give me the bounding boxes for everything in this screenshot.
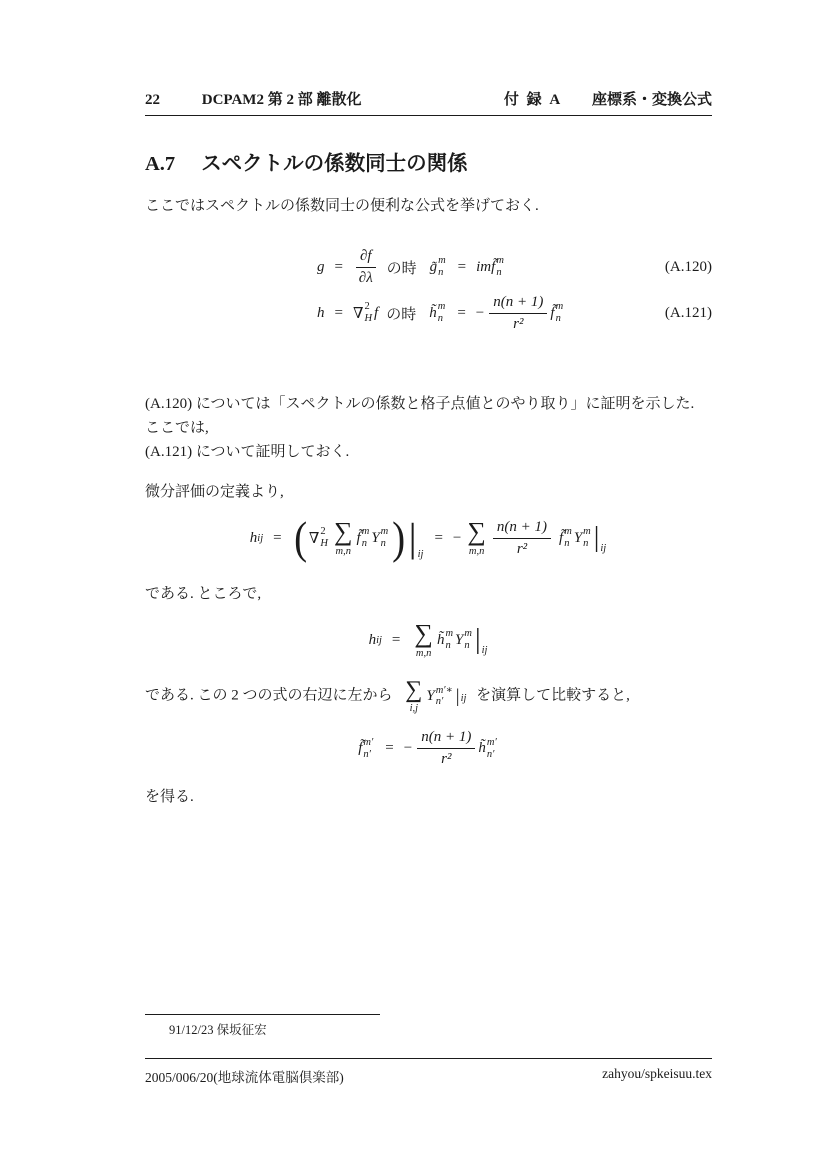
math-symbol: Y bbox=[426, 688, 435, 705]
condition-text: の時 bbox=[386, 306, 417, 323]
equals-sign: = bbox=[391, 631, 401, 648]
subscript: ij bbox=[376, 634, 382, 646]
subscript: n bbox=[361, 538, 367, 549]
math-term bbox=[357, 526, 391, 550]
fraction-denominator: r² bbox=[513, 315, 524, 332]
dearu-tokorode-paragraph: である. ところで, bbox=[145, 586, 262, 602]
scripts bbox=[320, 526, 328, 550]
subscript: n′ bbox=[363, 748, 371, 760]
page-number: 22 bbox=[145, 92, 160, 108]
sigma-symbol: ∑ bbox=[334, 516, 353, 546]
fraction-denominator: ∂λ bbox=[358, 269, 373, 286]
paragraph-text: を演算して比較すると, bbox=[476, 687, 630, 704]
superscript: m bbox=[555, 301, 564, 313]
scripts bbox=[438, 301, 446, 325]
math-symbol: Y bbox=[455, 631, 464, 648]
evaluation-bar bbox=[594, 524, 606, 552]
equation-tag: (A.120) bbox=[664, 258, 712, 275]
subscript: ij bbox=[460, 692, 467, 704]
footer-left-text: 2005/006/20(地球流体電脳倶楽部) bbox=[145, 1070, 344, 1085]
evaluation-bar bbox=[456, 687, 467, 706]
footnote-rule bbox=[145, 1014, 380, 1015]
math-symbol: h̃ bbox=[436, 631, 445, 648]
subscript: ij bbox=[417, 549, 424, 560]
summation-limits: m,n bbox=[335, 545, 351, 557]
minus-sign: − bbox=[452, 529, 462, 546]
superscript: m bbox=[438, 255, 446, 267]
summation bbox=[467, 516, 486, 558]
subscript: n bbox=[564, 538, 570, 549]
equation-tag: (A.121) bbox=[664, 304, 712, 321]
math-term bbox=[426, 684, 454, 708]
derivative-definition-paragraph: 微分評価の定義より, bbox=[145, 484, 284, 500]
evaluation-bar bbox=[475, 626, 487, 654]
laplacian-term bbox=[309, 526, 330, 550]
equals-sign: = bbox=[273, 529, 282, 546]
bar-symbol: | bbox=[474, 624, 481, 655]
footer-row bbox=[145, 1066, 712, 1086]
equals-sign: = bbox=[334, 304, 343, 321]
footer-rule bbox=[145, 1058, 712, 1059]
minus-sign: − bbox=[403, 740, 413, 756]
fraction-numerator: n(n + 1) bbox=[489, 293, 547, 314]
scripts bbox=[564, 526, 572, 550]
subscript: ij bbox=[481, 645, 488, 656]
subscript: n bbox=[583, 538, 589, 549]
math-term bbox=[559, 526, 593, 550]
scripts bbox=[438, 255, 446, 279]
math-symbol: h bbox=[368, 631, 377, 648]
subscript: n′ bbox=[486, 748, 495, 760]
fraction-numerator: n(n + 1) bbox=[417, 728, 475, 749]
superscript: m bbox=[380, 526, 389, 538]
summation-limits: m,n bbox=[415, 647, 432, 659]
sigma-symbol: ∑ bbox=[405, 677, 423, 703]
math-term bbox=[369, 632, 382, 649]
equals-sign: = bbox=[385, 740, 394, 756]
fraction-denominator: r² bbox=[441, 751, 452, 767]
subscript: n bbox=[555, 313, 561, 324]
math-symbol: f bbox=[374, 304, 379, 321]
fraction bbox=[489, 293, 547, 334]
math-term bbox=[491, 255, 506, 279]
math-symbol: f̃ bbox=[358, 740, 363, 756]
left-paren: ( bbox=[293, 512, 307, 564]
running-header bbox=[145, 88, 712, 109]
appendix-label: 付 録 A bbox=[503, 92, 563, 108]
fraction bbox=[417, 728, 475, 769]
footnote bbox=[145, 1014, 712, 1038]
superscript: m bbox=[564, 526, 572, 538]
scripts bbox=[445, 628, 453, 652]
fraction-numerator: n(n + 1) bbox=[493, 518, 551, 539]
numbered-equations bbox=[145, 244, 712, 336]
summation bbox=[334, 516, 353, 558]
header-left bbox=[145, 88, 361, 109]
display-equation-result bbox=[145, 721, 712, 777]
superscript: m bbox=[437, 301, 446, 313]
math-term bbox=[478, 737, 498, 761]
scripts bbox=[362, 526, 370, 550]
subscript: H bbox=[320, 538, 328, 549]
condition-text: の時 bbox=[386, 260, 417, 277]
comparison-paragraph bbox=[145, 678, 712, 715]
math-symbol: f̃ bbox=[559, 529, 564, 546]
bar-symbol: | bbox=[455, 685, 460, 707]
scripts bbox=[364, 301, 372, 325]
scripts bbox=[436, 685, 453, 709]
display-equation-hij-definition bbox=[145, 510, 712, 566]
math-symbol: h bbox=[249, 529, 258, 546]
proof-reference-paragraph bbox=[145, 392, 712, 464]
subscript: n bbox=[438, 267, 444, 278]
math-symbol: g bbox=[317, 258, 325, 275]
subscript: n bbox=[380, 538, 386, 549]
superscript: m′ bbox=[486, 736, 497, 748]
scripts bbox=[381, 526, 389, 550]
scripts bbox=[464, 628, 472, 652]
header-right-title: 座標系・変換公式 bbox=[591, 92, 712, 108]
scripts bbox=[363, 737, 373, 761]
subscript: n′ bbox=[435, 696, 444, 708]
equals-sign: = bbox=[457, 304, 466, 321]
bar-symbol: | bbox=[408, 515, 417, 560]
display-equation-hij-spectral bbox=[145, 612, 712, 668]
conclusion-paragraph: を得る. bbox=[145, 788, 194, 805]
math-symbol: h bbox=[317, 304, 325, 321]
equation-A121 bbox=[145, 290, 712, 336]
scripts bbox=[487, 737, 497, 761]
math-symbol: Y bbox=[371, 529, 380, 546]
section-title bbox=[145, 146, 712, 176]
equals-sign: = bbox=[457, 258, 467, 275]
math-term bbox=[437, 628, 474, 652]
math-symbol: g̃ bbox=[429, 258, 438, 275]
subscript: n bbox=[464, 640, 470, 651]
superscript: m′∗ bbox=[435, 684, 453, 696]
header-right bbox=[504, 88, 712, 109]
math-symbol: f̃ bbox=[356, 529, 361, 546]
subscript: n bbox=[445, 640, 451, 651]
intro-paragraph: ここではスペクトルの係数同士の便利な公式を挙げておく. bbox=[145, 198, 539, 214]
summation bbox=[414, 618, 433, 660]
math-term bbox=[430, 255, 448, 279]
math-symbol: f̃ bbox=[550, 304, 555, 321]
math-term bbox=[250, 530, 263, 547]
summation-limits: m,n bbox=[468, 545, 485, 557]
bar-symbol: | bbox=[593, 522, 600, 553]
equals-sign: = bbox=[434, 529, 443, 546]
math-symbol: f̃ bbox=[491, 258, 496, 275]
laplacian-term bbox=[353, 301, 378, 325]
superscript: m bbox=[464, 628, 472, 640]
page-content bbox=[145, 0, 712, 809]
equals-sign: = bbox=[334, 258, 343, 275]
summation bbox=[405, 678, 422, 715]
header-left-title: DCPAM2 第 2 部 離散化 bbox=[201, 92, 362, 108]
subscript: ij bbox=[600, 543, 607, 554]
math-term bbox=[358, 737, 375, 761]
footnote-text: 91/12/23 保坂征宏 bbox=[169, 1023, 267, 1037]
right-paren: ) bbox=[392, 512, 406, 564]
superscript: 2 bbox=[320, 526, 326, 538]
sigma-symbol: ∑ bbox=[467, 516, 486, 546]
math-symbol: h̃ bbox=[478, 740, 486, 756]
scripts bbox=[583, 526, 591, 550]
math-symbol: h̃ bbox=[429, 304, 437, 321]
sigma-symbol: ∑ bbox=[414, 618, 433, 648]
minus-sign: − bbox=[475, 304, 485, 321]
superscript: m bbox=[445, 628, 454, 640]
fraction-numerator: ∂f bbox=[356, 247, 376, 268]
evaluation-bar bbox=[408, 515, 424, 560]
fraction bbox=[356, 247, 376, 288]
section-title-text: スペクトルの係数同士の関係 bbox=[201, 153, 468, 175]
fraction-denominator: r² bbox=[516, 540, 528, 557]
math-symbol: im bbox=[476, 258, 492, 275]
nabla-symbol: ∇ bbox=[308, 530, 320, 547]
paragraph-line: (A.120) については「スペクトルの係数と格子点値とのやり取り」に証明を示した. ここでは, bbox=[145, 396, 695, 436]
subscript: n bbox=[496, 267, 502, 278]
superscript: m bbox=[583, 526, 591, 538]
paragraph-text: である. この 2 つの式の右辺に左から bbox=[145, 687, 393, 704]
footer-right-filename: zahyou/spkeisuu.tex bbox=[602, 1066, 712, 1081]
subscript: n bbox=[437, 313, 443, 324]
subscript: H bbox=[364, 313, 373, 324]
nabla-symbol: ∇ bbox=[352, 305, 364, 322]
section-number: A.7 bbox=[145, 153, 176, 175]
math-term bbox=[550, 301, 565, 325]
header-rule bbox=[145, 115, 712, 116]
inline-math bbox=[401, 678, 467, 715]
fraction bbox=[493, 518, 551, 559]
subscript: ij bbox=[257, 532, 264, 544]
equation-A120 bbox=[145, 244, 712, 290]
page-footer bbox=[145, 1058, 712, 1086]
superscript: 2 bbox=[364, 301, 370, 313]
scripts bbox=[496, 255, 504, 279]
math-symbol: Y bbox=[573, 529, 583, 546]
scripts bbox=[556, 301, 564, 325]
math-term bbox=[429, 301, 447, 325]
superscript: m bbox=[496, 255, 504, 267]
superscript: m′ bbox=[363, 736, 374, 748]
superscript: m bbox=[361, 526, 370, 538]
paragraph-line: (A.121) について証明しておく. bbox=[145, 444, 350, 460]
summation-limits: i,j bbox=[409, 703, 419, 714]
